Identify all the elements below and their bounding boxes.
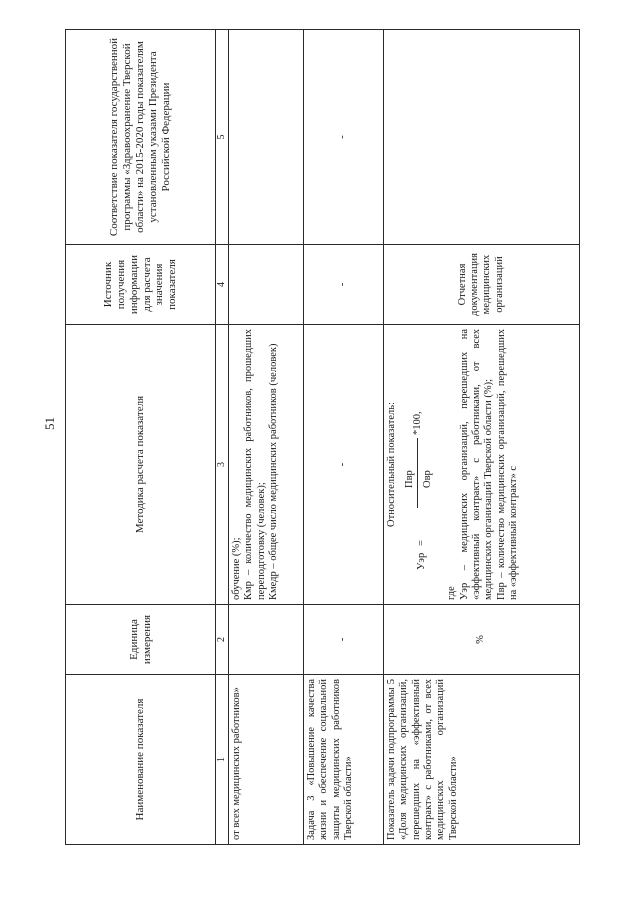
row2-unit: - <box>303 605 383 675</box>
row2-name: Задача 3 «Повышение качества жизни и обеспечение социальной защиты медицинских работников Тверской области» <box>303 675 383 845</box>
formula-numerator: Пвр <box>404 470 416 488</box>
row1-method-line: обучение (%); <box>230 537 242 600</box>
row3-method <box>383 325 579 605</box>
formula-denominator: Овр <box>422 470 434 488</box>
row3-compliance <box>383 30 579 245</box>
row1-method <box>228 325 303 605</box>
formula-lhs: Уэр <box>416 552 428 570</box>
formula-equals: = <box>416 540 428 546</box>
table-row <box>303 30 383 845</box>
column-number: 3 <box>216 325 229 605</box>
rotated-table-wrapper <box>65 30 580 845</box>
table-row <box>228 30 303 845</box>
header-compliance: Соответствие показателя государственной программы «Здравоохранение Тверской области» на 2015-2020 годы показателям установленным указами Президента Российской Федерации <box>66 30 216 245</box>
column-number: 5 <box>216 30 229 245</box>
column-number: 1 <box>216 675 229 845</box>
column-number: 4 <box>216 245 229 325</box>
method-definition: Уэр – медицинских организаций, перешедших на «эффективный контракт» с работниками, от всех медицинских организаций Тверской области (%); <box>458 329 495 600</box>
row1-source <box>228 245 303 325</box>
header-method: Методика расчета показателя <box>66 325 216 605</box>
method-definition: Пвр – количество медицинских организаций, перешедших на «эффективный контракт» с <box>495 329 520 600</box>
method-title: Относительный показатель: <box>385 402 397 527</box>
table-row <box>383 30 579 845</box>
page-number: 51 <box>42 417 57 430</box>
table-header-row <box>66 30 216 845</box>
row3-unit: % <box>383 605 579 675</box>
column-number: 2 <box>216 605 229 675</box>
fraction-bar <box>417 438 418 508</box>
row3-source: Отчетная документация медицинских организаций <box>383 245 579 325</box>
row1-name: от всех медицинских работников» <box>228 675 303 845</box>
row2-method: - <box>303 325 383 605</box>
method-where: где <box>446 586 458 600</box>
row2-compliance: - <box>303 30 383 245</box>
row1-method-line: Кмр – количество медицинских работников, прошедших переподготовку (человек); <box>243 329 267 600</box>
header-name: Наименование показателя <box>66 675 216 845</box>
row1-compliance <box>228 30 303 245</box>
column-number-row <box>216 30 229 845</box>
header-source: Источник получения информации для расчета значения показателя <box>66 245 216 325</box>
indicator-table <box>65 29 580 845</box>
row1-method-line: Кмедр – общее число медицинских работников (человек) <box>267 343 279 600</box>
row3-name: Показатель задачи подпрограммы 5 «Доля медицинских организаций, перешедших на «эффективный контракт» с работниками, от всех медицинских организаций Тверской области» <box>383 675 579 845</box>
formula-multiplier: *100, <box>412 411 424 435</box>
header-unit: Единица измерения <box>66 605 216 675</box>
row2-source: - <box>303 245 383 325</box>
formula <box>402 329 446 600</box>
row1-unit <box>228 605 303 675</box>
